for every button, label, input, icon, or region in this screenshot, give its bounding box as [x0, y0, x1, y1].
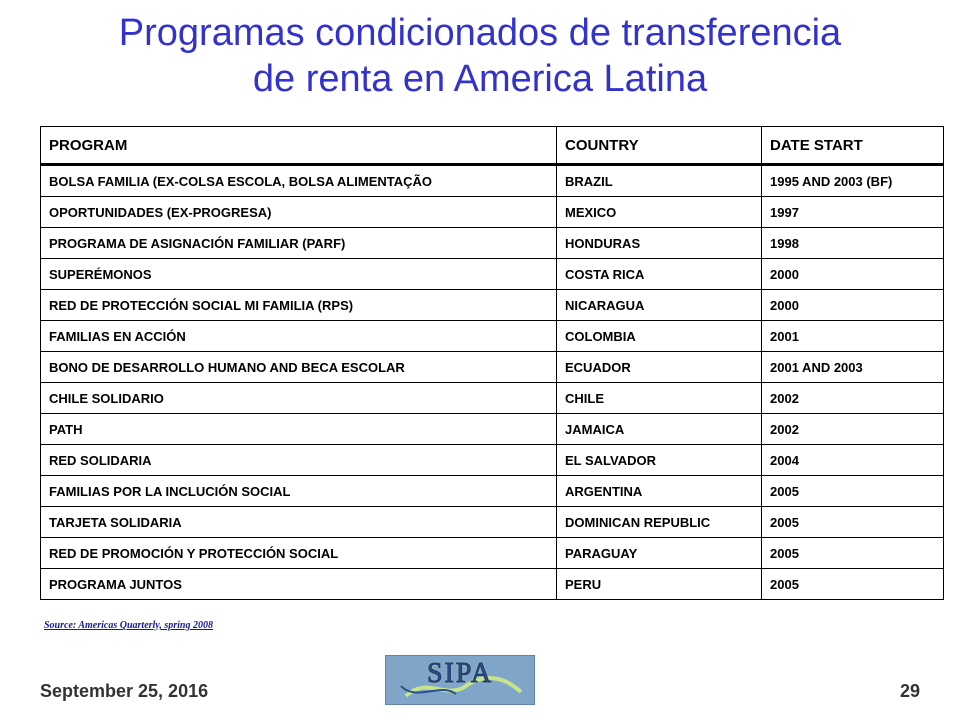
- cell-date-start: 1998: [762, 228, 944, 259]
- cell-date-start: 2004: [762, 445, 944, 476]
- cell-country: DOMINICAN REPUBLIC: [557, 507, 762, 538]
- cell-program: PROGRAMA JUNTOS: [41, 569, 557, 600]
- cell-date-start: 2002: [762, 414, 944, 445]
- cell-country: CHILE: [557, 383, 762, 414]
- cell-date-start: 2005: [762, 538, 944, 569]
- cell-program: PATH: [41, 414, 557, 445]
- cell-date-start: 2005: [762, 476, 944, 507]
- table-row: [41, 507, 944, 538]
- sipa-logo: [385, 655, 535, 705]
- cell-date-start: 1995 AND 2003 (BF): [762, 165, 944, 197]
- cell-country: COSTA RICA: [557, 259, 762, 290]
- table-row: [41, 445, 944, 476]
- programs-table: [40, 126, 944, 600]
- cell-program: SUPERÉMONOS: [41, 259, 557, 290]
- cell-program: RED DE PROTECCIÓN SOCIAL MI FAMILIA (RPS): [41, 290, 557, 321]
- cell-program: CHILE SOLIDARIO: [41, 383, 557, 414]
- table-row: [41, 259, 944, 290]
- cell-country: JAMAICA: [557, 414, 762, 445]
- header-country: COUNTRY: [557, 127, 762, 165]
- title-line-2: de renta en America Latina: [252, 58, 708, 100]
- cell-program: BOLSA FAMILIA (EX-COLSA ESCOLA, BOLSA ALIMENTAÇÃO: [41, 165, 557, 197]
- cell-country: HONDURAS: [557, 228, 762, 259]
- table-row: [41, 383, 944, 414]
- title-line-1: Programas condicionados de transferencia: [118, 12, 842, 54]
- cell-country: BRAZIL: [557, 165, 762, 197]
- table-header-row: [41, 127, 944, 165]
- cell-country: NICARAGUA: [557, 290, 762, 321]
- slide-title: [40, 10, 920, 102]
- cell-country: PARAGUAY: [557, 538, 762, 569]
- cell-date-start: 2000: [762, 290, 944, 321]
- cell-program: PROGRAMA DE ASIGNACIÓN FAMILIAR (PARF): [41, 228, 557, 259]
- cell-date-start: 2005: [762, 569, 944, 600]
- table-row: [41, 165, 944, 197]
- page-number: 29: [899, 681, 920, 701]
- cell-date-start: 2005: [762, 507, 944, 538]
- source-note: Source: Americas Quarterly, spring 2008: [44, 620, 213, 631]
- table-row: [41, 290, 944, 321]
- table-row: [41, 321, 944, 352]
- cell-country: PERU: [557, 569, 762, 600]
- cell-program: RED SOLIDARIA: [41, 445, 557, 476]
- table-row: [41, 352, 944, 383]
- table-row: [41, 228, 944, 259]
- cell-program: FAMILIAS EN ACCIÓN: [41, 321, 557, 352]
- table-row: [41, 197, 944, 228]
- logo-text: SIPA: [426, 658, 494, 689]
- cell-program: OPORTUNIDADES (EX-PROGRESA): [41, 197, 557, 228]
- cell-country: ARGENTINA: [557, 476, 762, 507]
- cell-date-start: 2001 AND 2003: [762, 352, 944, 383]
- cell-date-start: 2000: [762, 259, 944, 290]
- cell-date-start: 2002: [762, 383, 944, 414]
- table-row: [41, 476, 944, 507]
- table-row: [41, 569, 944, 600]
- header-program: PROGRAM: [41, 127, 557, 165]
- footer-date: September 25, 2016: [40, 681, 209, 701]
- cell-program: FAMILIAS POR LA INCLUCIÓN SOCIAL: [41, 476, 557, 507]
- cell-program: BONO DE DESARROLLO HUMANO AND BECA ESCOLAR: [41, 352, 557, 383]
- cell-program: TARJETA SOLIDARIA: [41, 507, 557, 538]
- table-row: [41, 538, 944, 569]
- cell-program: RED DE PROMOCIÓN Y PROTECCIÓN SOCIAL: [41, 538, 557, 569]
- cell-date-start: 1997: [762, 197, 944, 228]
- table-row: [41, 414, 944, 445]
- header-date-start: DATE START: [762, 127, 944, 165]
- cell-date-start: 2001: [762, 321, 944, 352]
- cell-country: ECUADOR: [557, 352, 762, 383]
- cell-country: COLOMBIA: [557, 321, 762, 352]
- cell-country: MEXICO: [557, 197, 762, 228]
- cell-country: EL SALVADOR: [557, 445, 762, 476]
